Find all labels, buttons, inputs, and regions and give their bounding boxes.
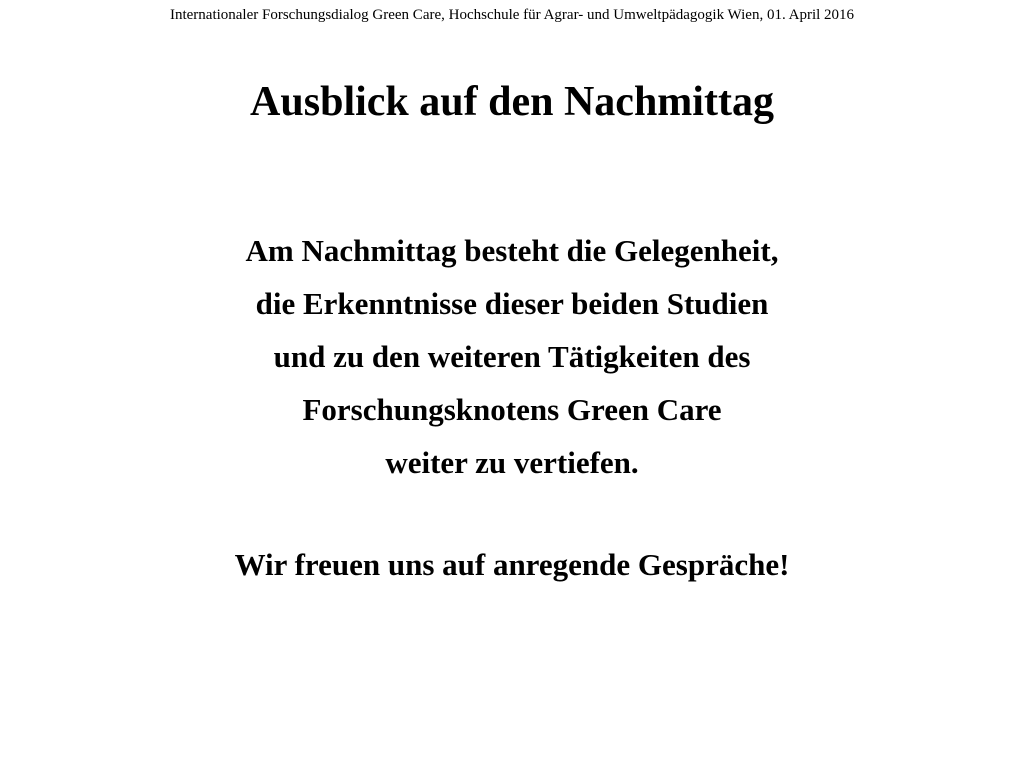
slide-header: Internationaler Forschungsdialog Green Care, Hochschule für Agrar- und Umweltpädagogik Wien, 01. April 2016	[169, 7, 855, 23]
body-line: die Erkenntnisse dieser beiden Studien	[255, 286, 769, 321]
slide-title: Ausblick auf den Nachmittag	[250, 79, 774, 125]
body-line: und zu den weiteren Tätigkeiten des	[273, 339, 751, 374]
closing-statement: Wir freuen uns auf anregende Gespräche!	[234, 547, 790, 582]
body-line: Forschungsknotens Green Care	[302, 392, 722, 427]
slide-body	[0, 224, 1024, 489]
body-line: weiter zu vertiefen.	[385, 445, 639, 480]
body-line: Am Nachmittag besteht die Gelegenheit,	[245, 233, 779, 268]
